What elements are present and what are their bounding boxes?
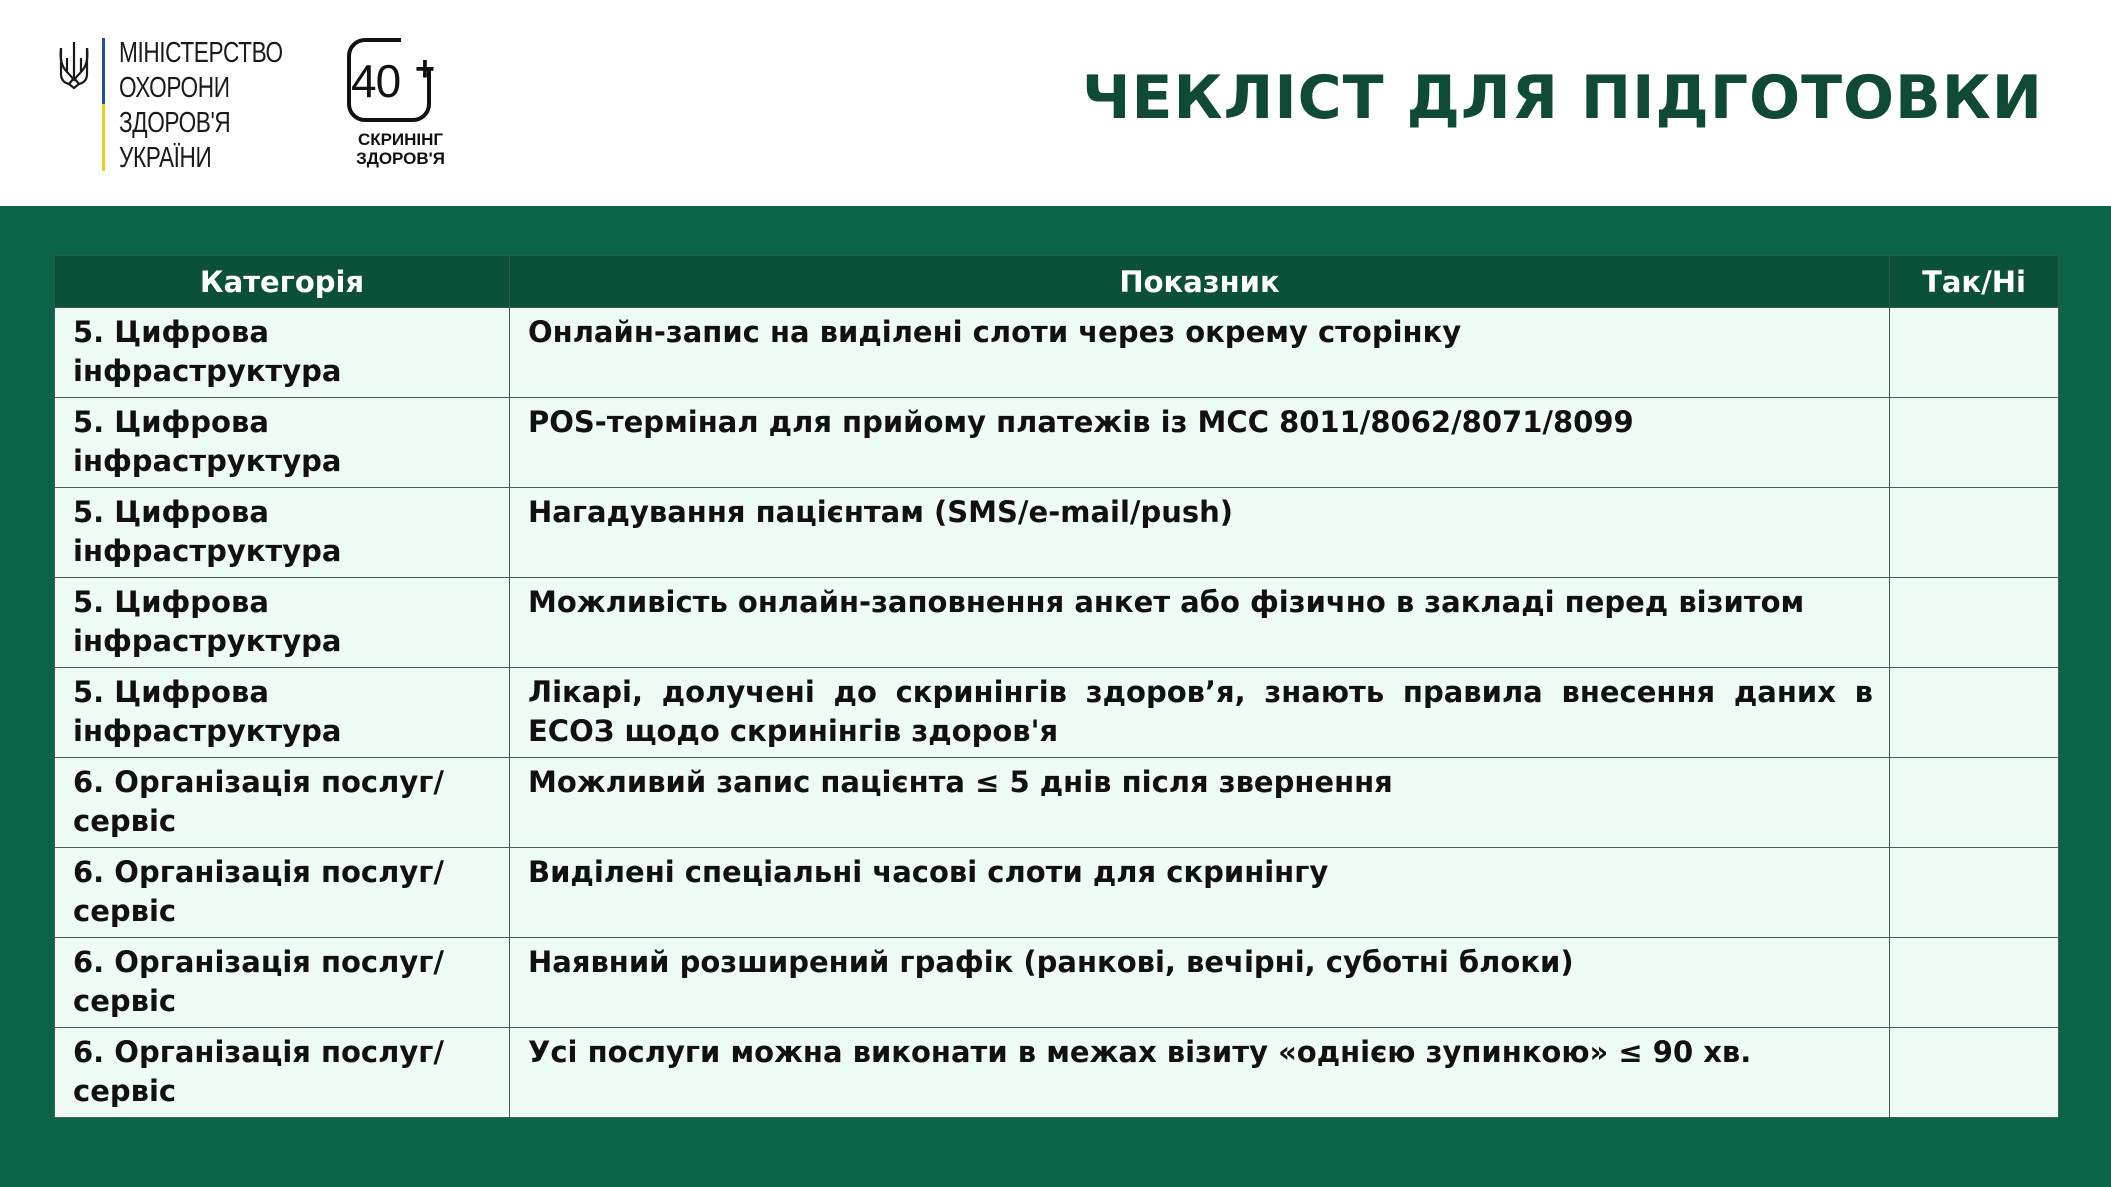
table-row xyxy=(55,308,2059,398)
indicator-cell: Онлайн-запис на виділені слоти через окрему сторінку xyxy=(510,308,1890,398)
table-row xyxy=(55,758,2059,848)
category-cell: 6. Організація послуг/сервіс xyxy=(55,848,510,938)
indicator-cell: Лікарі, долучені до скринінгів здоров’я, знають правила внесення даних в ЕСОЗ щодо скринінгів здоров'я xyxy=(510,668,1890,758)
screening-caption: СКРИНІНГ ЗДОРОВ'Я xyxy=(356,130,445,168)
yes-no-cell[interactable] xyxy=(1890,488,2059,578)
category-cell: 5. Цифрова інфраструктура xyxy=(55,308,510,398)
checklist-table xyxy=(54,255,2059,1118)
badge-plus: + xyxy=(415,50,435,88)
yes-no-cell[interactable] xyxy=(1890,1028,2059,1118)
header xyxy=(0,0,2111,206)
column-header-indicator: Показник xyxy=(510,256,1890,308)
indicator-cell: Наявний розширений графік (ранкові, вечірні, суботні блоки) xyxy=(510,938,1890,1028)
category-cell: 5. Цифрова інфраструктура xyxy=(55,668,510,758)
page-title: ЧЕКЛІСТ ДЛЯ ПІДГОТОВКИ xyxy=(1081,63,2043,133)
table-row xyxy=(55,668,2059,758)
column-header-yes-no: Так/Ні xyxy=(1890,256,2059,308)
category-cell: 6. Організація послуг/сервіс xyxy=(55,938,510,1028)
category-cell: 6. Організація послуг/сервіс xyxy=(55,1028,510,1118)
yes-no-cell[interactable] xyxy=(1890,668,2059,758)
yes-no-cell[interactable] xyxy=(1890,308,2059,398)
table-row xyxy=(55,848,2059,938)
yes-no-cell[interactable] xyxy=(1890,758,2059,848)
indicator-cell: Можливість онлайн-заповнення анкет або фізично в закладі перед візитом xyxy=(510,578,1890,668)
ministry-name: МІНІСТЕРСТВО ОХОРОНИ ЗДОРОВ'Я УКРАЇНИ xyxy=(119,37,283,174)
column-header-category: Категорія xyxy=(55,256,510,308)
table-row xyxy=(55,578,2059,668)
category-cell: 5. Цифрова інфраструктура xyxy=(55,398,510,488)
screening-40-plus-icon xyxy=(343,38,458,173)
yes-no-cell[interactable] xyxy=(1890,848,2059,938)
indicator-cell: Усі послуги можна виконати в межах візиту «однією зупинкою» ≤ 90 хв. xyxy=(510,1028,1890,1118)
table-row xyxy=(55,488,2059,578)
indicator-cell: Можливий запис пацієнта ≤ 5 днів після звернення xyxy=(510,758,1890,848)
content-area xyxy=(0,206,2111,1187)
category-cell: 5. Цифрова інфраструктура xyxy=(55,578,510,668)
indicator-cell: POS-термінал для прийому платежів із MCC 8011/8062/8071/8099 xyxy=(510,398,1890,488)
category-cell: 5. Цифрова інфраструктура xyxy=(55,488,510,578)
trident-icon xyxy=(57,40,91,90)
flag-bar xyxy=(102,38,105,171)
indicator-cell: Нагадування пацієнтам (SMS/e-mail/push) xyxy=(510,488,1890,578)
table-header-row xyxy=(55,256,2059,308)
category-cell: 6. Організація послуг/сервіс xyxy=(55,758,510,848)
checklist-table-wrapper xyxy=(54,255,2058,1118)
indicator-cell: Виділені спеціальні часові слоти для скринінгу xyxy=(510,848,1890,938)
table-row xyxy=(55,938,2059,1028)
yes-no-cell[interactable] xyxy=(1890,398,2059,488)
yes-no-cell[interactable] xyxy=(1890,938,2059,1028)
table-row xyxy=(55,1028,2059,1118)
ministry-logo xyxy=(57,37,283,174)
table-row xyxy=(55,398,2059,488)
badge-number: 40 xyxy=(351,55,401,107)
yes-no-cell[interactable] xyxy=(1890,578,2059,668)
